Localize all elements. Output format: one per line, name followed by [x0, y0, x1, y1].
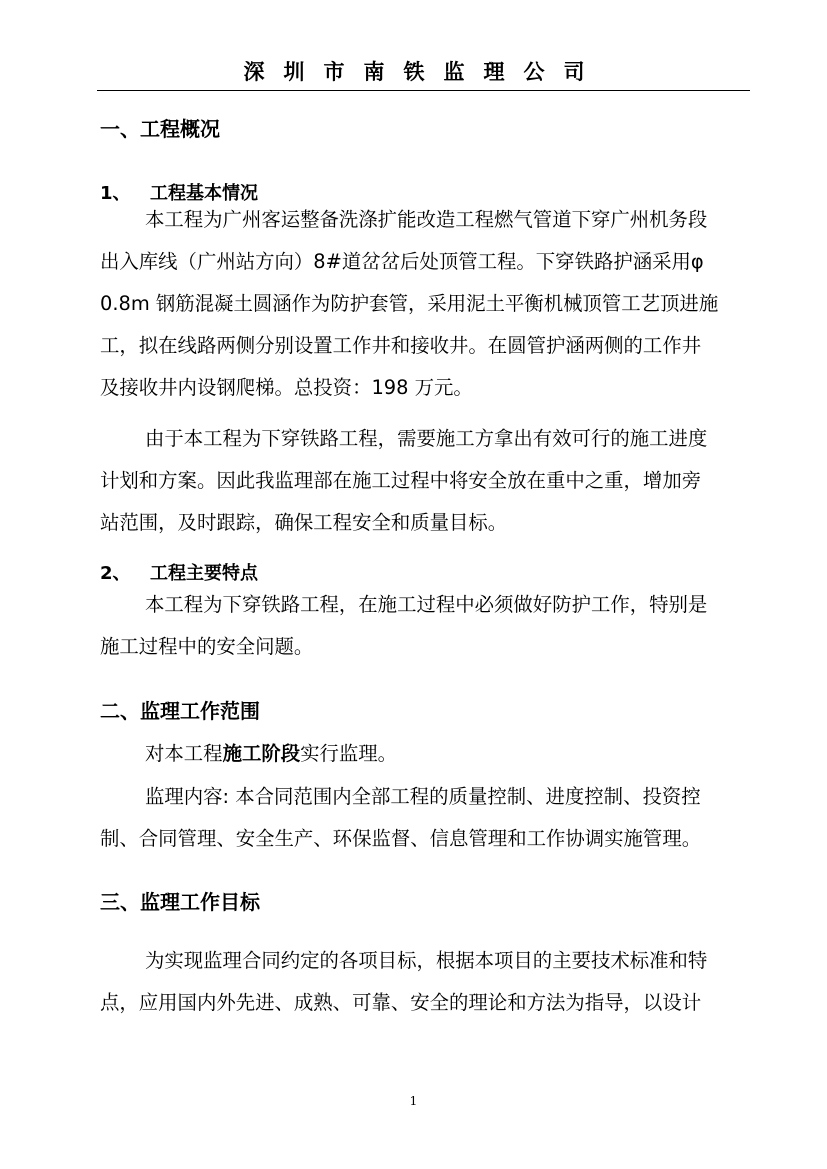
emphasized-text: 施工阶段: [222, 742, 301, 765]
text-line: 点，应用国内外先进、成熟、可靠、安全的理论和方法为指导，以设计: [100, 991, 702, 1014]
header-divider: [97, 90, 750, 91]
text-line: 施工过程中的安全问题。: [100, 635, 314, 658]
text-line: [100, 733, 750, 775]
paragraph-features: [100, 584, 750, 668]
paragraph-schedule: [100, 418, 750, 544]
paragraph-basic-info: [100, 199, 750, 409]
text-line: 及接收井内设钢爬梯。总投资：198 万元。: [100, 376, 473, 399]
text-line: 监理内容: 本合同范围内全部工程的质量控制、进度控制、投资控: [145, 785, 701, 808]
text-line: 工，拟在线路两侧分别设置工作井和接收井。在圆管护涵两侧的工作井: [100, 334, 702, 357]
page-number: 1: [409, 1094, 418, 1108]
text-line: 制、合同管理、安全生产、环保监督、信息管理和工作协调实施管理。: [100, 827, 702, 850]
paragraph-scope-stage: [100, 733, 750, 775]
section-heading-scope: 二、监理工作范围: [100, 699, 260, 723]
subsection-heading-features: [100, 559, 258, 585]
subsection-title: 工程主要特点: [150, 563, 258, 584]
text-line: 计划和方案。因此我监理部在施工过程中将安全放在重中之重，增加旁: [100, 469, 702, 492]
subsection-number: 1、: [100, 183, 131, 204]
text-line: 站范围，及时跟踪，确保工程安全和质量目标。: [100, 511, 508, 534]
paragraph-objectives: [100, 940, 750, 1024]
text-line: 为实现监理合同约定的各项目标，根据本项目的主要技术标准和特: [145, 949, 708, 972]
section-heading-objectives: 三、监理工作目标: [100, 890, 260, 914]
text-line: 出入库线（广州站方向）8#道岔岔后处顶管工程。下穿铁路护涵采用φ: [100, 250, 704, 273]
section-heading-overview: 一、工程概况: [100, 117, 220, 141]
text-line: 本工程为下穿铁路工程，在施工过程中必须做好防护工作，特别是: [145, 593, 708, 616]
text-fragment: 对本工程: [145, 742, 223, 765]
paragraph-scope-content: [100, 776, 750, 860]
text-fragment: 实行监理。: [300, 742, 398, 765]
company-header-title: 深圳市南铁监理公司: [243, 60, 604, 84]
text-line: 本工程为广州客运整备洗涤扩能改造工程燃气管道下穿广州机务段: [145, 208, 708, 231]
subsection-number: 2、: [100, 563, 131, 584]
text-line: 0.8m 钢筋混凝土圆涵作为防护套管，采用泥土平衡机械顶管工艺顶进施: [100, 292, 719, 315]
subsection-title: 工程基本情况: [150, 183, 258, 204]
text-line: 由于本工程为下穿铁路工程，需要施工方拿出有效可行的施工进度: [145, 427, 708, 450]
